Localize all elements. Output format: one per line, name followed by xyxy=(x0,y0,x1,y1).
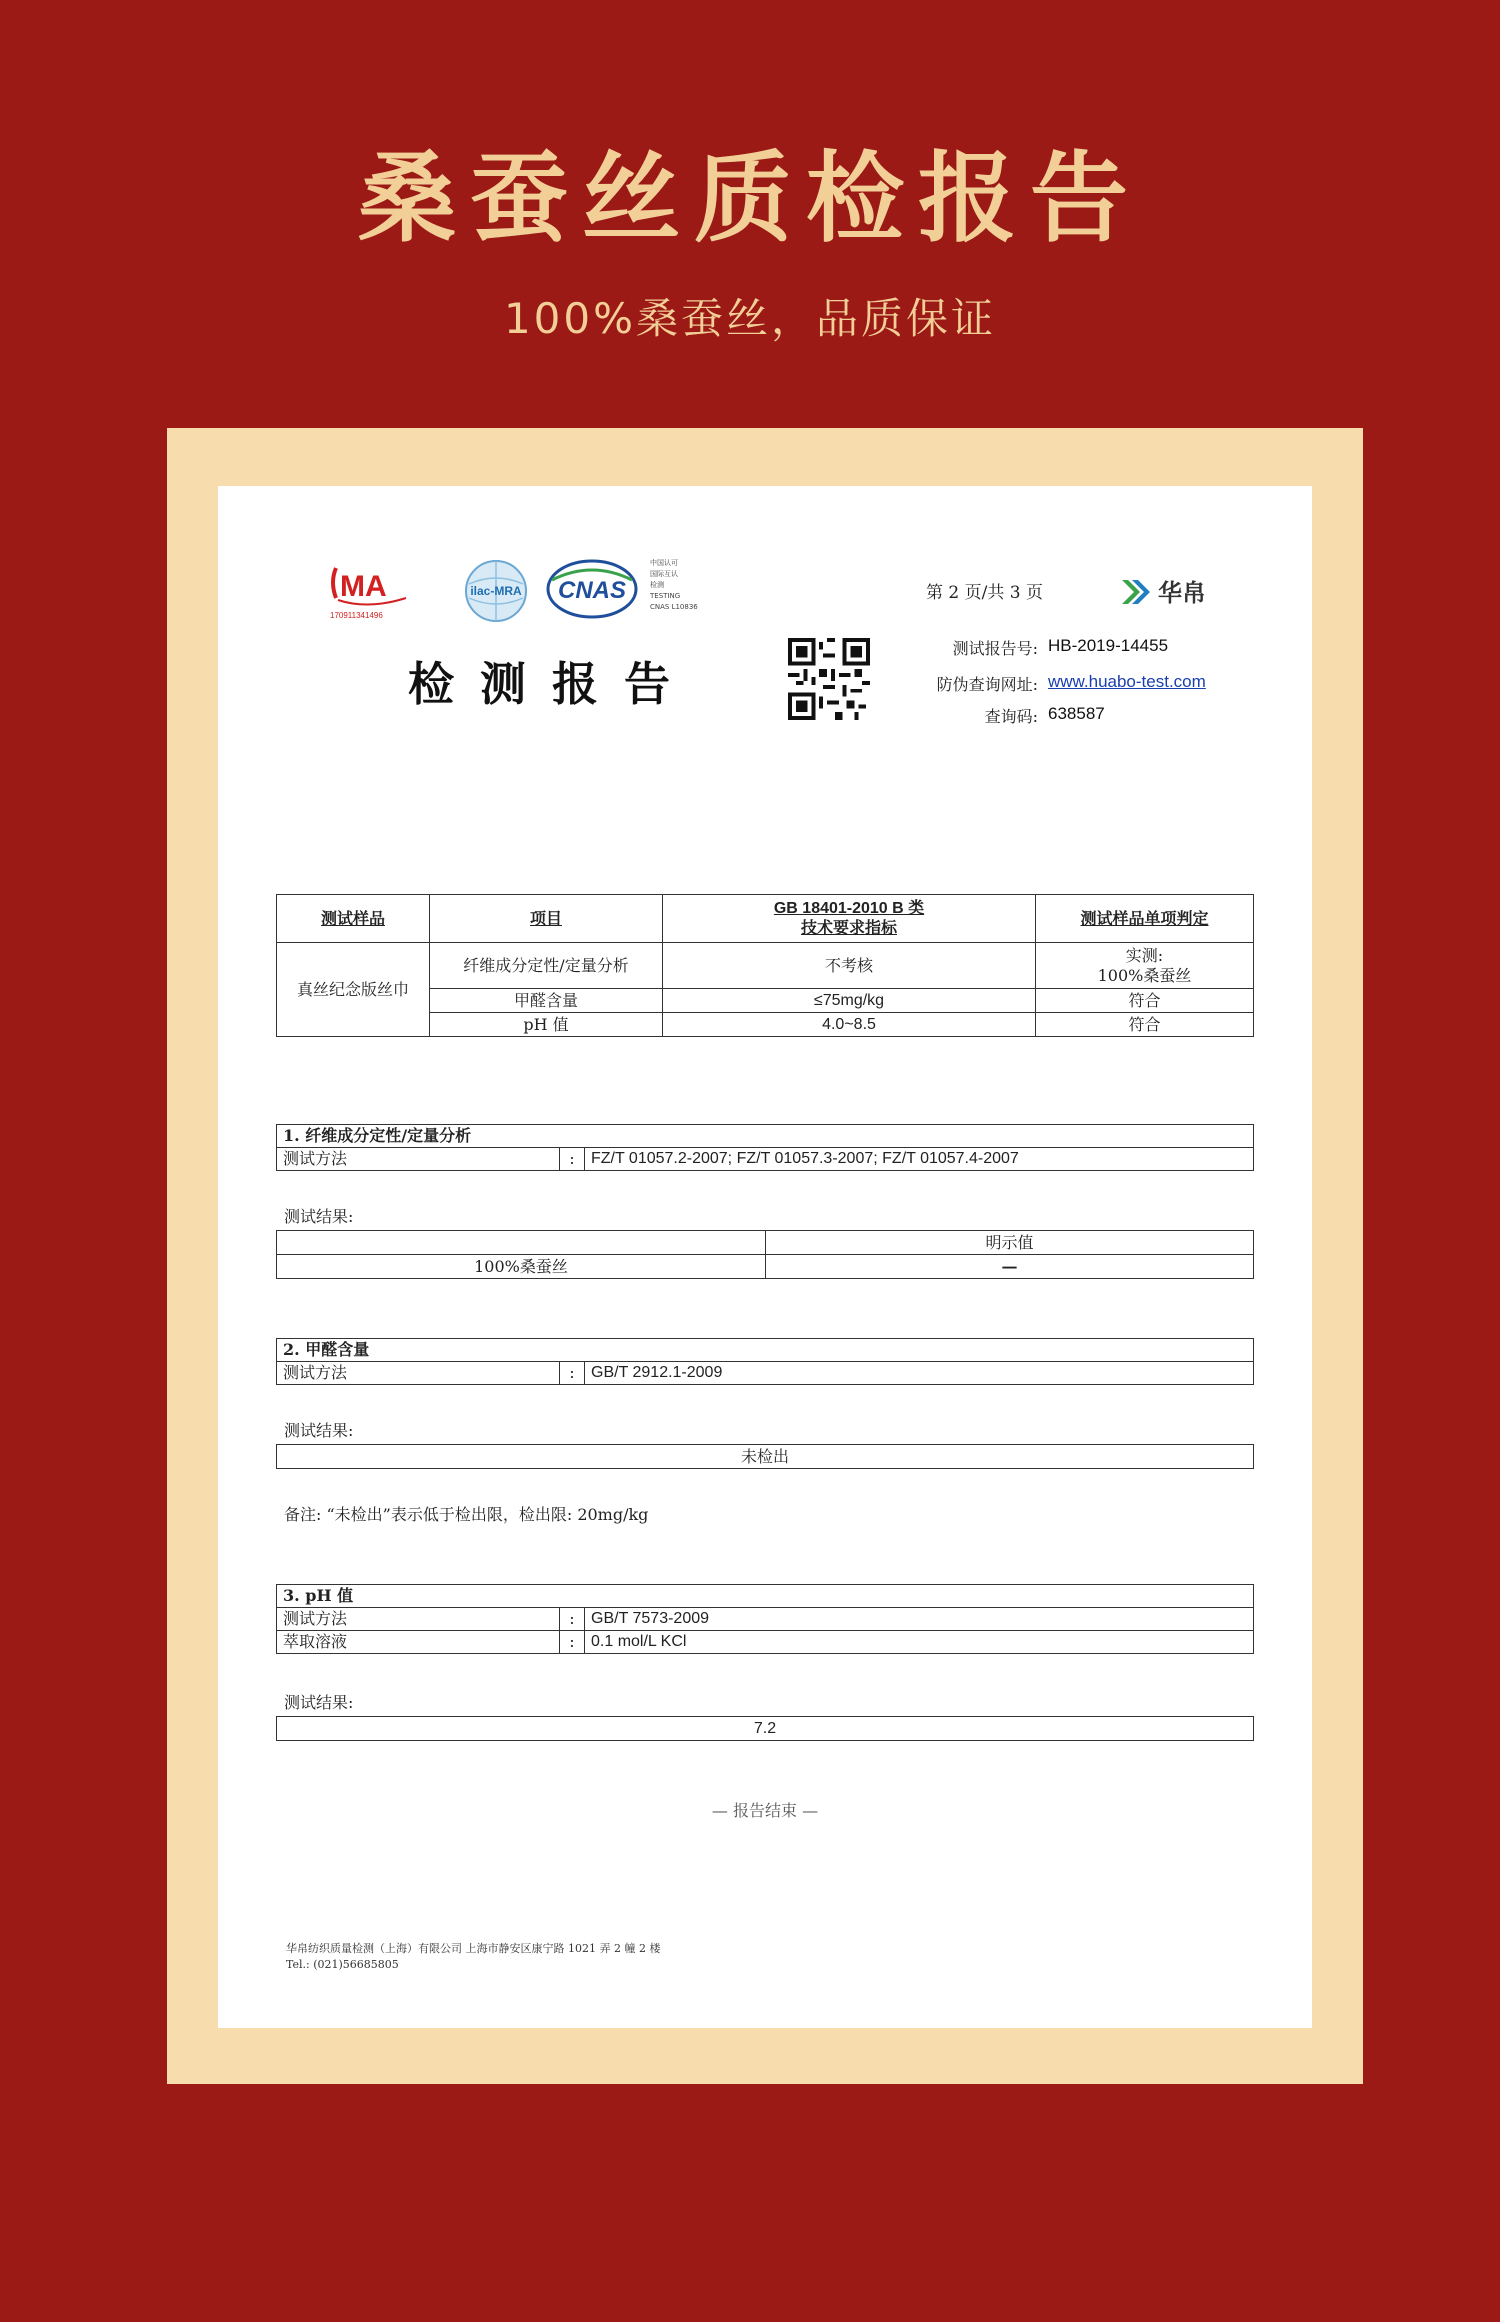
row-result: 符合 xyxy=(1036,1013,1254,1037)
huabo-logo xyxy=(1118,572,1238,612)
section2-result-label: 测试结果: xyxy=(284,1421,354,1440)
row-result-line1: 实测: xyxy=(1125,945,1164,965)
row-item: 纤维成分定性/定量分析 xyxy=(430,943,663,989)
report-end: — 报告结束 — xyxy=(711,1801,819,1820)
row-item: pH 值 xyxy=(430,1013,663,1037)
header-sample: 测试样品 xyxy=(277,895,430,943)
colon: : xyxy=(560,1148,585,1171)
verify-url-label: 防伪查询网址: xyxy=(936,675,1038,694)
section2-result-value: 未检出 xyxy=(277,1445,1254,1469)
section2-method-value: GB/T 2912.1-2009 xyxy=(585,1362,1254,1385)
report-paper xyxy=(218,486,1312,2028)
summary-table xyxy=(276,894,1254,1037)
section3-extract-label: 萃取溶液 xyxy=(277,1631,560,1654)
row-item: 甲醛含量 xyxy=(430,989,663,1013)
row-requirement: 4.0~8.5 xyxy=(663,1013,1036,1037)
section1-table xyxy=(276,1124,1254,1171)
cnas-text-line: 检测 xyxy=(650,581,664,589)
section3-extract-value: 0.1 mol/L KCl xyxy=(585,1631,1254,1654)
section2-result-table xyxy=(276,1444,1254,1469)
cnas-text-line: 中国认可 xyxy=(650,559,678,567)
section1-method-value: FZ/T 01057.2-2007; FZ/T 01057.3-2007; FZ/T 01057.4-2007 xyxy=(585,1148,1254,1171)
header-standard-line2: 技术要求指标 xyxy=(800,919,897,937)
svg-text:ilac-MRA: ilac-MRA xyxy=(470,584,522,598)
result-blank-header xyxy=(277,1231,766,1255)
section3-result-table xyxy=(276,1716,1254,1741)
cnas-text-line: 国际互认 xyxy=(650,570,678,578)
query-code-value: 638587 xyxy=(1048,704,1105,723)
section2-note: 备注: “未检出”表示低于检出限，检出限: 20mg/kg xyxy=(284,1505,649,1524)
claim-header: 明示值 xyxy=(766,1231,1254,1255)
hero-title: 桑蚕丝质检报告 xyxy=(357,142,1142,256)
header-standard xyxy=(663,895,1036,943)
section3-table xyxy=(276,1584,1254,1654)
row-result xyxy=(1036,943,1254,989)
qr-code[interactable] xyxy=(788,638,870,720)
report-title: 检测报告 xyxy=(408,657,696,711)
report-number-label: 测试报告号: xyxy=(952,639,1038,658)
section3-title: 3. pH 值 xyxy=(277,1585,1254,1608)
footer-company: 华帛纺织质量检测（上海）有限公司 上海市静安区康宁路 1021 弄 2 幢 2 楼 xyxy=(286,1942,661,1955)
section3-result-label: 测试结果: xyxy=(284,1693,354,1712)
sample-name: 真丝纪念版丝巾 xyxy=(277,943,430,1037)
section2-title: 2. 甲醛含量 xyxy=(277,1339,1254,1362)
section3-method-value: GB/T 7573-2009 xyxy=(585,1608,1254,1631)
header-judgement: 测试样品单项判定 xyxy=(1036,895,1254,943)
ma-logo xyxy=(328,560,416,622)
section1-title: 1. 纤维成分定性/定量分析 xyxy=(277,1125,1254,1148)
header-item: 项目 xyxy=(430,895,663,943)
cnas-accreditation-text xyxy=(650,558,710,613)
cnas-logo xyxy=(546,558,638,620)
hero-subtitle: 100%桑蚕丝，品质保证 xyxy=(503,294,997,343)
section1-result-value: 100%桑蚕丝 xyxy=(277,1255,766,1279)
section1-result-table xyxy=(276,1230,1254,1279)
row-requirement: ≤75mg/kg xyxy=(663,989,1036,1013)
svg-text:MA: MA xyxy=(340,570,387,603)
section1-method-label: 测试方法 xyxy=(277,1148,560,1171)
page-indicator: 第 2 页/共 3 页 xyxy=(926,583,1043,603)
colon: : xyxy=(560,1608,585,1631)
colon: : xyxy=(560,1631,585,1654)
colon: : xyxy=(560,1362,585,1385)
section3-method-label: 测试方法 xyxy=(277,1608,560,1631)
section1-result-claim: — xyxy=(766,1255,1254,1279)
section3-result-value: 7.2 xyxy=(277,1717,1254,1741)
verify-url-link[interactable]: www.huabo-test.com xyxy=(1048,672,1206,691)
footer-phone: Tel.: (021)56685805 xyxy=(286,1958,399,1971)
row-result-line2: 100%桑蚕丝 xyxy=(1097,965,1192,985)
ma-number: 170911341496 xyxy=(330,611,383,620)
row-requirement: 不考核 xyxy=(663,943,1036,989)
query-code-label: 查询码: xyxy=(984,707,1038,726)
section2-method-label: 测试方法 xyxy=(277,1362,560,1385)
cnas-text-line: TESTING xyxy=(650,592,681,600)
cnas-text-line: CNAS L10836 xyxy=(650,603,698,611)
report-number-value: HB-2019-14455 xyxy=(1048,636,1169,655)
ilac-mra-logo xyxy=(463,558,529,624)
brand-name: 华帛 xyxy=(1158,579,1206,607)
row-result: 符合 xyxy=(1036,989,1254,1013)
header-standard-line1: GB 18401-2010 B 类 xyxy=(773,899,925,917)
svg-text:CNAS: CNAS xyxy=(557,577,627,604)
section2-table xyxy=(276,1338,1254,1385)
section1-result-label: 测试结果: xyxy=(284,1207,354,1226)
